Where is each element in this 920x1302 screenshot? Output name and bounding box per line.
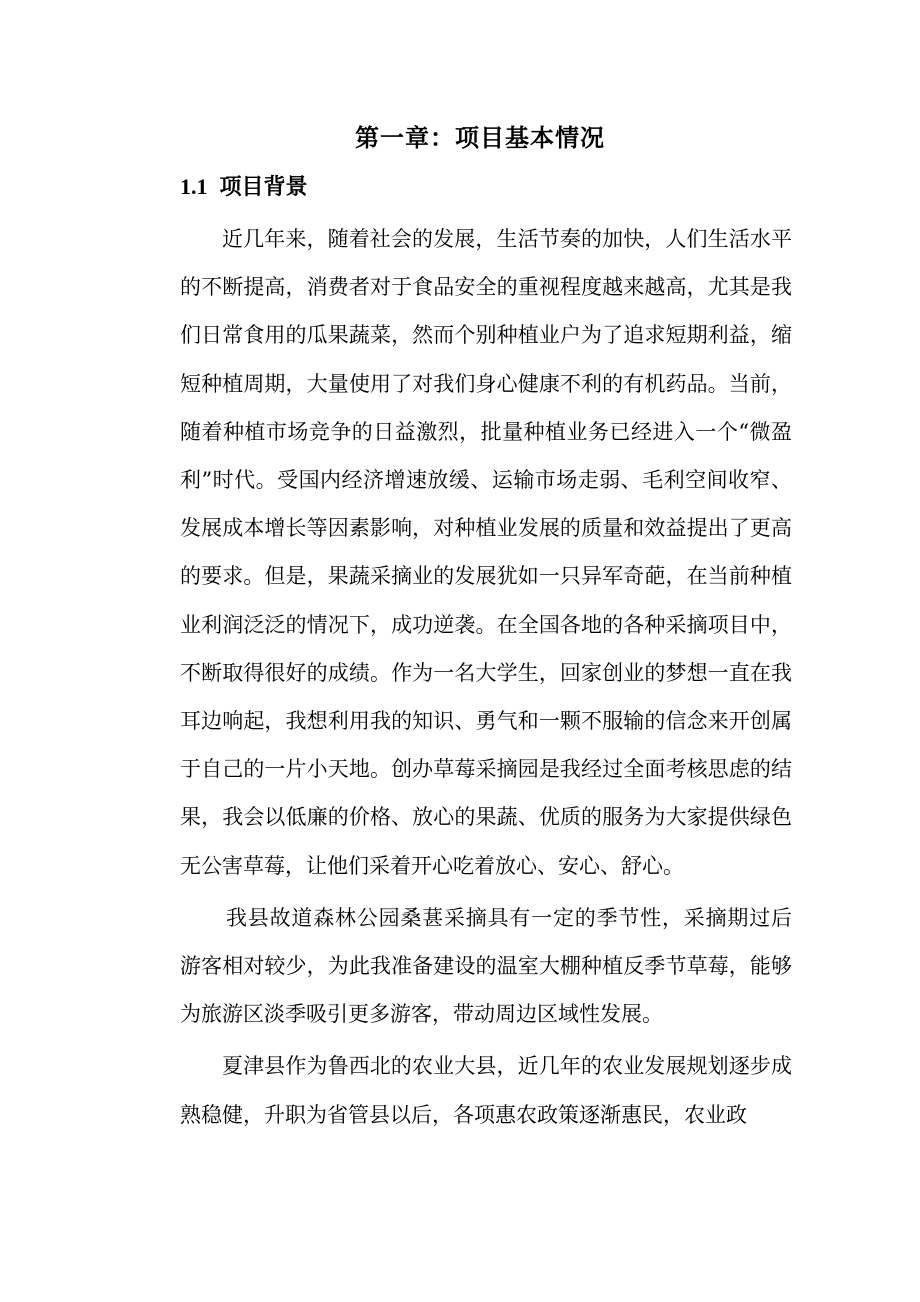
section-title: 项目背景 [219,174,308,200]
paragraph-background: 近几年来，随着社会的发展，生活节奏的加快，人们生活水平的不断提高，消费者对于食品安全的重视程度越来越高，尤其是我们日常食用的瓜果蔬菜，然而个别种植业户为了追求短期利益，缩短种植周期，大量使用了对我们身心健康不利的有机药品。当前，随着种植市场竞争的日益激烈，批量种植业务已经进入一个“微盈利”时代。受国内经济增速放缓、运输市场走弱、毛利空间收窄、发展成本增长等因素影响，对种植业发展的质量和效益提出了更高的要求。但是，果蔬采摘业的发展犹如一只异军奇葩，在当前种植业利润泛泛的情况下，成功逆袭。在全国各地的各种采摘项目中，不断取得很好的成绩。作为一名大学生，回家创业的梦想一直在我耳边响起，我想利用我的知识、勇气和一颗不服输的信念来开创属于自己的一片小天地。创办草莓采摘园是我经过全面考核思虑的结果，我会以低廉的价格、放心的果蔬、优质的服务为大家提供绿色无公害草莓，让他们采着开心吃着放心、安心、舒心。 [180,227,792,878]
paragraph-seasonality: 我县故道森林公园桑葚采摘具有一定的季节性，采摘期过后游客相对较少，为此我准备建设的温室大棚种植反季节草莓，能够为旅游区淡季吸引更多游客，带动周边区域性发展。 [180,905,792,1027]
body-text [180,215,792,1139]
chapter-title: 第一章：项目基本情况 [355,123,605,152]
section-heading [180,170,308,201]
paragraph-xiajin-county: 夏津县作为鲁西北的农业大县，近几年的农业发展规划逐步成熟稳健，升职为省管县以后，各项惠农政策逐渐惠民，农业政 [180,1054,792,1127]
section-number: 1.1 [180,174,208,199]
